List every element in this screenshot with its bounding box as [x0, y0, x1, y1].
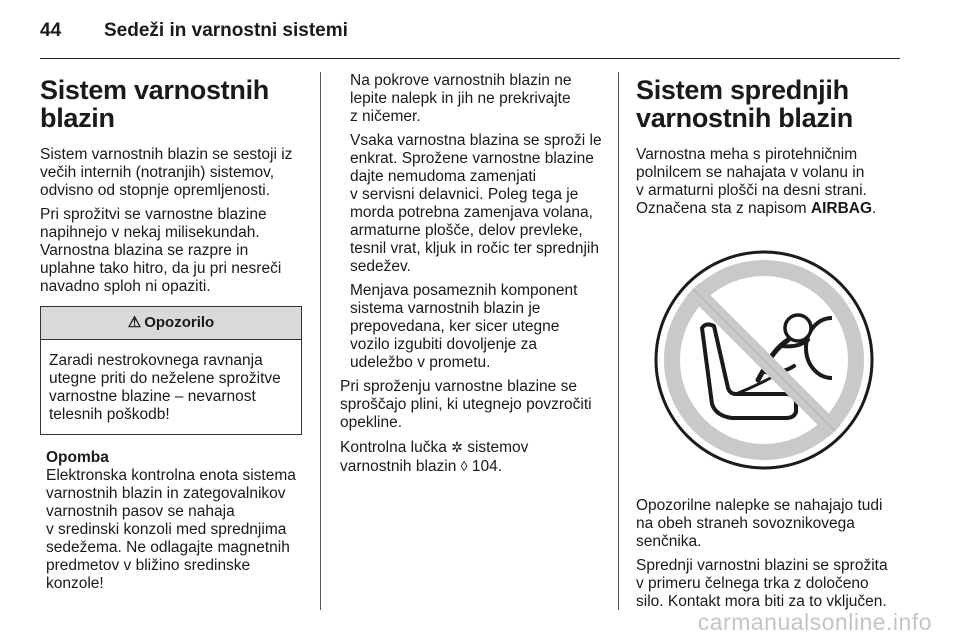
- note-title: Opomba: [46, 449, 109, 466]
- section-heading-airbag-system: Sistem varnostnih blazin: [40, 75, 269, 133]
- warning-box: [40, 306, 302, 435]
- column-3: [636, 72, 898, 617]
- warning-header: [41, 307, 301, 340]
- page-header: [40, 20, 348, 42]
- paragraph: Pri sproženju varnostne blazine se sproščajo plini, ki utegnejo povzročiti opekline.: [340, 378, 592, 431]
- warning-triangle-icon: ⚠: [127, 314, 142, 331]
- warning-title: Opozorilo: [144, 314, 215, 331]
- no-child-seat-warning-icon: [636, 244, 898, 476]
- paragraph: Varnostna meha s pirotehničnim polnilcem se nahajata v volanu in v armaturni plošči na desni strani. Označena sta z napisom AIRBAG.: [636, 146, 877, 217]
- paragraph: Menjava posameznih komponent sistema varnostnih blazin je prepovedana, ker sicer utegne vozilo izgubiti dovoljenje za udeležbo v prometu.: [350, 282, 578, 371]
- column-2: [340, 72, 602, 482]
- chapter-title: Sedeži in varnostni sistemi: [104, 20, 348, 41]
- paragraph: Pri sprožitvi se varnostne blazine napihnejo v nekaj milisekundah. Varnostna blazina se razpre in uplahne tako hitro, da ju pri nesreči navadno sploh ni opaziti.: [40, 206, 282, 295]
- section-heading-front-airbags: Sistem sprednjih varnostnih blazin: [636, 75, 853, 133]
- page-number: 44: [40, 20, 62, 41]
- airbag-warning-light-icon: ✲: [451, 439, 463, 455]
- airbag-label: AIRBAG: [810, 200, 873, 217]
- note-block: Opomba Elektronska kontrolna enota sistema varnostnih blazin in zategovalnikov varnostnih pasov se nahaja v sredinski konzoli med sprednjima sedežema. Ne odlagajte magnetnih predmetov v bližino sredinske konzole!: [40, 449, 302, 593]
- column-divider-1: [320, 72, 321, 610]
- page-reference-icon: ◊: [460, 458, 468, 474]
- paragraph: Kontrolna lučka ✲ sistemov varnostnih blazin ◊ 104.: [340, 439, 529, 475]
- header-rule: [40, 58, 900, 59]
- column-divider-2: [618, 72, 619, 610]
- warning-text: Zaradi nestrokovnega ravnanja utegne priti do neželene sprožitve varnostne blazine – nevarnost telesnih poškodb!: [49, 352, 281, 423]
- column-1: [40, 72, 302, 593]
- paragraph: Na pokrove varnostnih blazin ne lepite nalepk in jih ne prekrivajte z ničemer.: [350, 72, 572, 125]
- watermark: carmanualsonline.info: [697, 609, 932, 635]
- paragraph: Sistem varnostnih blazin se sestoji iz večih internih (notranjih) sistemov, odvisno od stopnje opremljenosti.: [40, 146, 293, 199]
- paragraph: Opozorilne nalepke se nahajajo tudi na obeh straneh sovoznikovega senčnika.: [636, 497, 883, 550]
- paragraph: Vsaka varnostna blazina se sproži le enkrat. Sprožene varnostne blazine dajte nemudoma zamenjati v servisni delavnici. Poleg tega je morda potrebna zamenjava volana, armaturne plošče, delov prevleke, tesnil vrat, kljuk in ročic ter sprednjih sedežev.: [350, 132, 602, 275]
- paragraph: Sprednji varnostni blazini se sprožita v primeru čelnega trka z določeno silo. Kontakt mora biti za to vključen.: [636, 557, 888, 610]
